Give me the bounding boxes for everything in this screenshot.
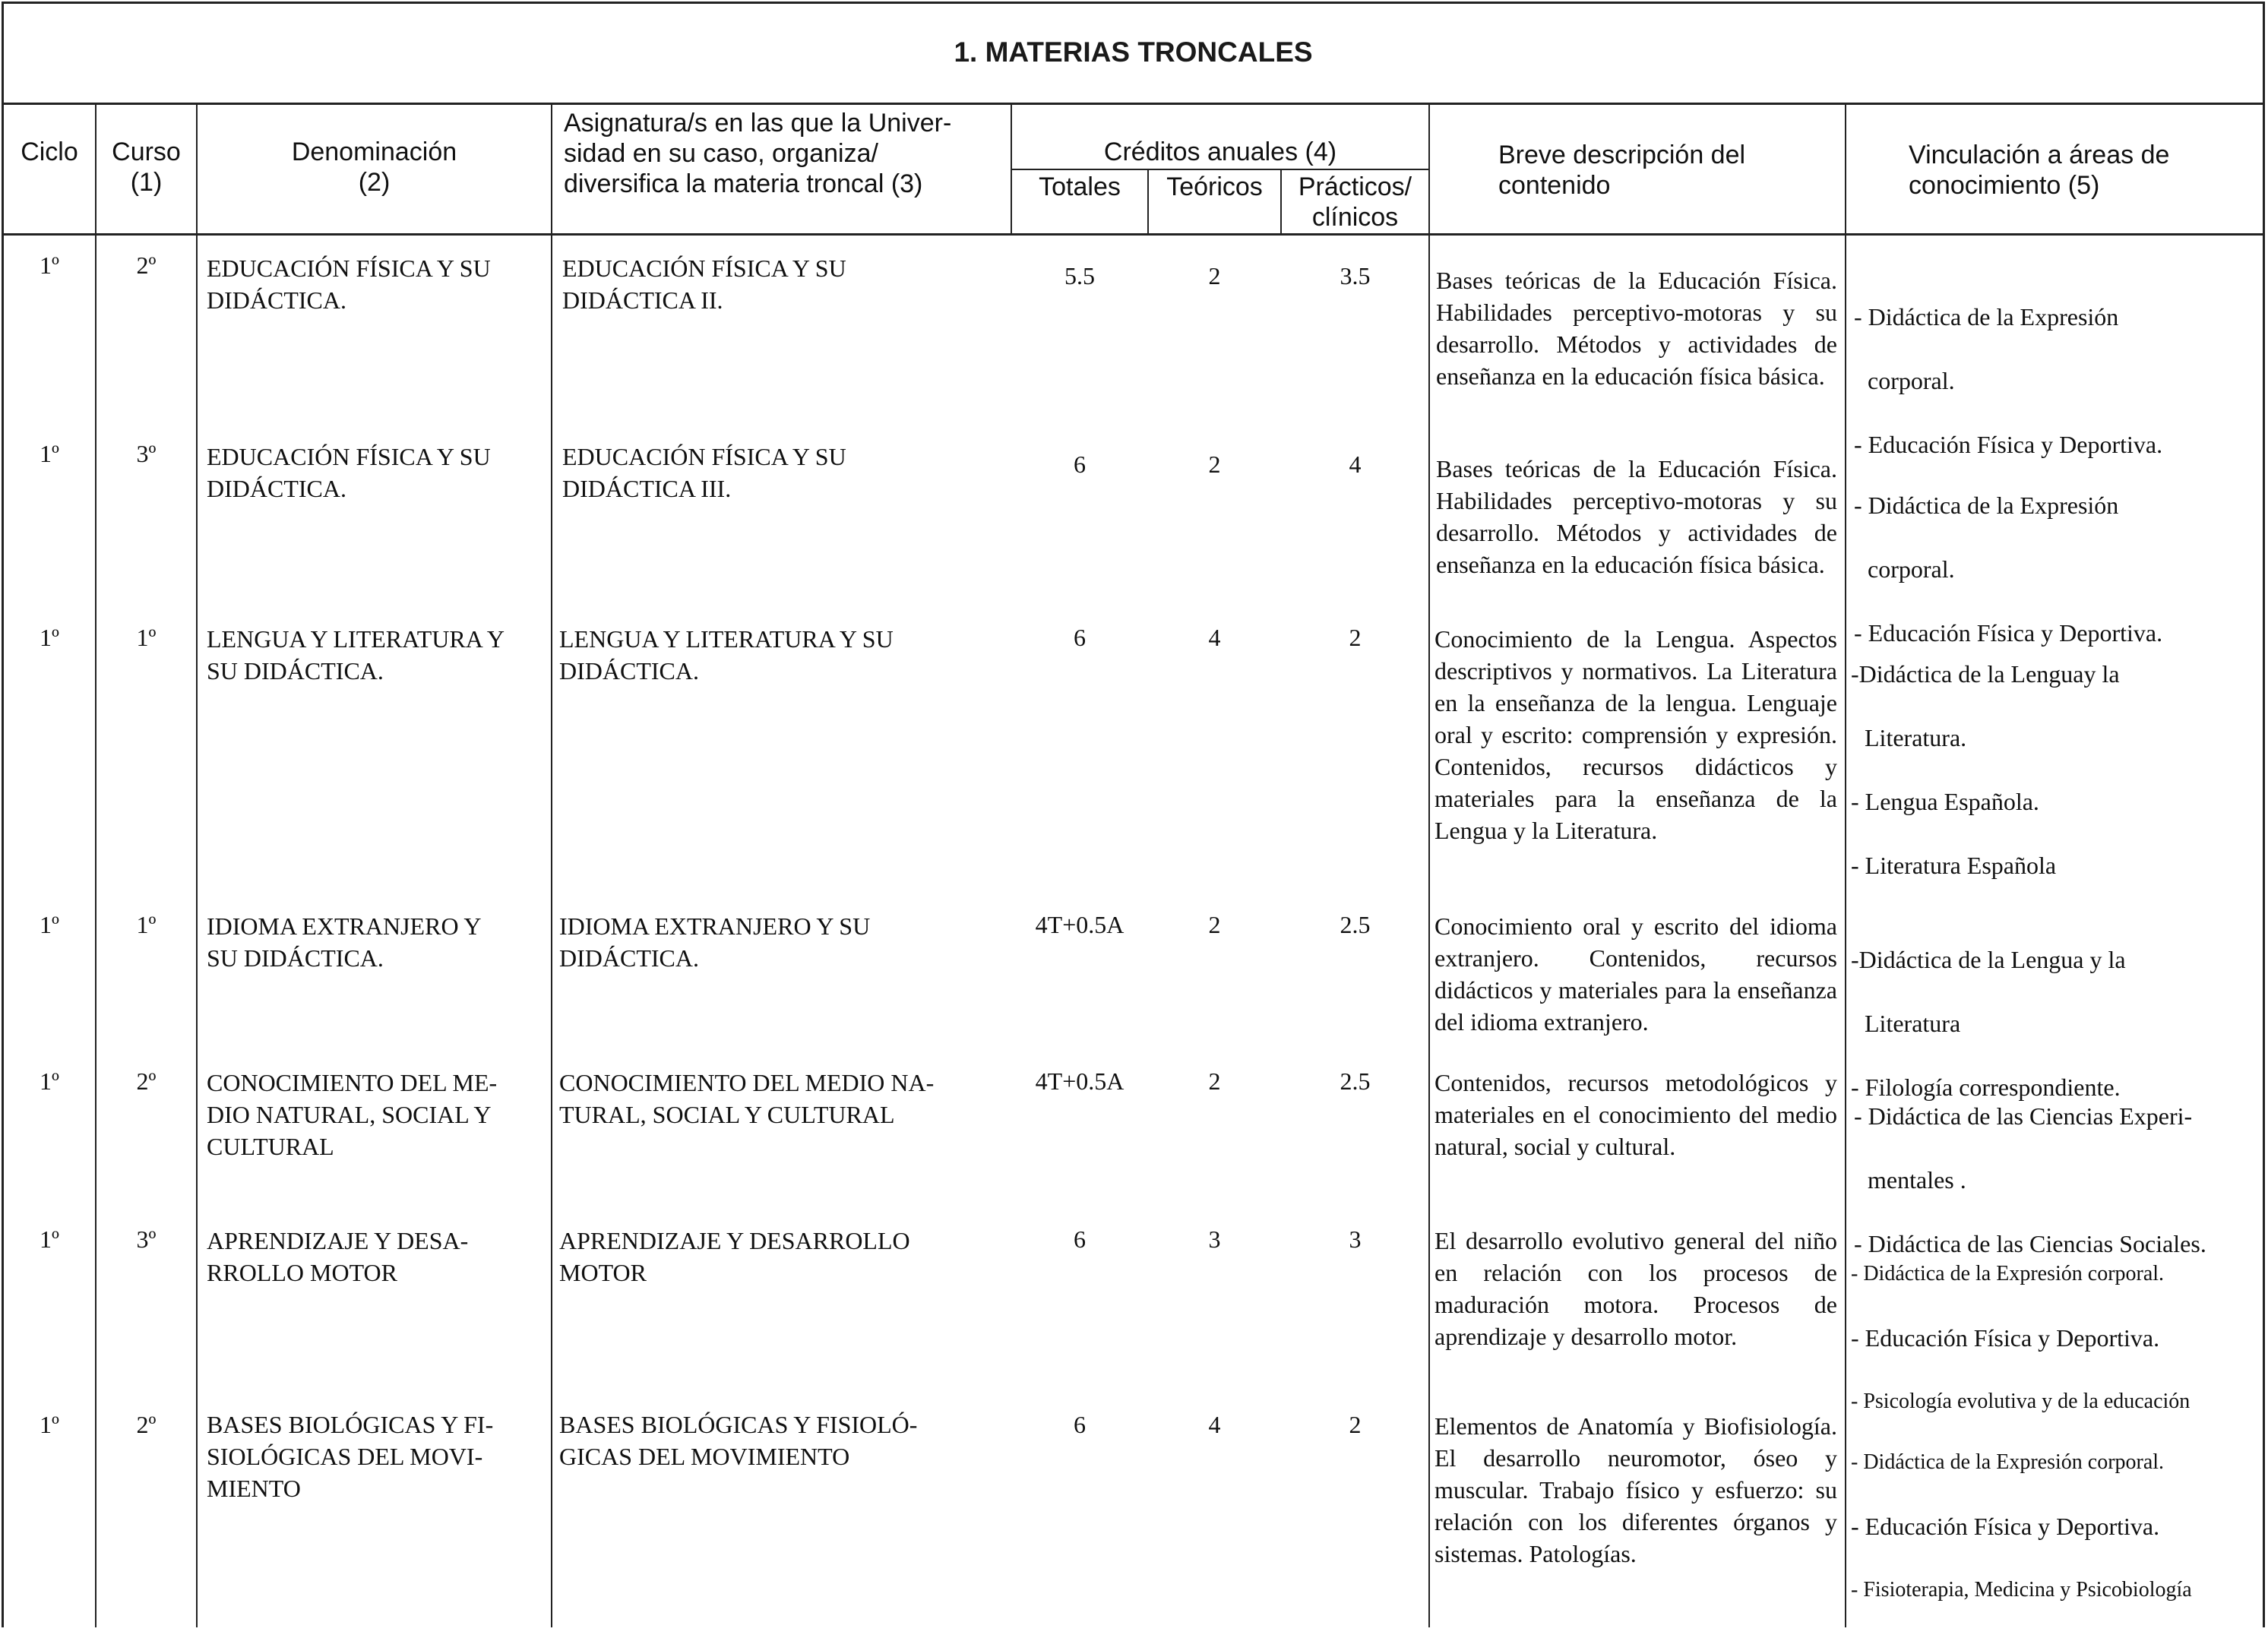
- row1-vinculacion-line: corporal.: [1868, 367, 1955, 394]
- row3-totales: 6: [1074, 624, 1086, 651]
- row4-vinculacion-line: - Filología correspondiente.: [1851, 1074, 2121, 1101]
- row2-vinculacion-line: - Didáctica de la Expresión: [1854, 492, 2119, 519]
- row7-vinculacion-line: - Educación Física y Deportiva.: [1851, 1513, 2160, 1540]
- row4-ciclo: 1º: [40, 911, 59, 938]
- row1-denominacion: EDUCACIÓN FÍSICA Y SU DIDÁCTICA.: [207, 255, 491, 314]
- row3-vinculacion: [1851, 626, 2261, 913]
- row5-vinculacion-line: - Didáctica de las Ciencias Sociales.: [1854, 1230, 2206, 1257]
- header-asignatura: Asignatura/s en las que la Univer- sidad en su caso, organiza/ diversifica la materia troncal (3): [564, 109, 952, 198]
- row2-vinculacion-line: corporal.: [1868, 555, 1955, 583]
- row2-asignatura: EDUCACIÓN FÍSICA Y SU DIDÁCTICA III.: [562, 443, 846, 502]
- row3-practicos: 2: [1349, 624, 1362, 651]
- table-title: 1. MATERIAS TRONCALES: [2, 2, 2265, 105]
- row1-teoricos: 2: [1208, 262, 1221, 289]
- row7-teoricos: 4: [1208, 1411, 1221, 1438]
- creditos-subheader-rule: [1011, 169, 1428, 170]
- col-divider-1: [95, 105, 96, 1627]
- row1-vinculacion-line: - Educación Física y Deportiva.: [1854, 431, 2163, 458]
- row6-descripcion: El desarrollo evolutivo general del niño en relación con los procesos de maduración motora. Procesos de aprendizaje y desarrollo motor.: [1435, 1227, 1837, 1350]
- row6-teoricos: 3: [1208, 1225, 1221, 1253]
- row1-curso: 2º: [136, 251, 157, 279]
- row6-denominacion: APRENDIZAJE Y DESA- RROLLO MOTOR: [207, 1227, 469, 1286]
- row7-denominacion: BASES BIOLÓGICAS Y FI- SIOLÓGICAS DEL MOVI- MIENTO: [207, 1411, 494, 1502]
- row4-vinculacion-line: -Didáctica de la Lengua y la: [1851, 946, 2126, 973]
- col-divider-3: [551, 105, 552, 1627]
- row7-vinculacion-line: - Fisioterapia, Medicina y Psicobiología: [1851, 1578, 2192, 1602]
- row5-vinculacion-line: mentales .: [1868, 1166, 1966, 1194]
- header-practicos: Prácticos/ clínicos: [1298, 172, 1412, 232]
- row3-vinculacion-line: - Literatura Española: [1851, 852, 2057, 879]
- row5-denominacion: CONOCIMIENTO DEL ME- DIO NATURAL, SOCIAL Y CULTURAL: [207, 1069, 498, 1160]
- row1-vinculacion-line: - Didáctica de la Expresión: [1854, 303, 2119, 330]
- col-divider-7: [1428, 105, 1430, 1627]
- header-teoricos: Teóricos: [1166, 172, 1263, 201]
- row5-vinculacion-line: - Didáctica de las Ciencias Experi-: [1854, 1102, 2193, 1130]
- row7-ciclo: 1º: [40, 1411, 59, 1438]
- row4-teoricos: 2: [1208, 911, 1221, 938]
- header-ciclo: Ciclo: [21, 138, 78, 166]
- row6-vinculacion-line: - Psicología evolutiva y de la educación: [1851, 1390, 2191, 1413]
- row7-totales: 6: [1074, 1411, 1086, 1438]
- row5-totales: 4T+0.5A: [1035, 1067, 1125, 1095]
- row5-curso: 2º: [136, 1067, 157, 1095]
- row3-asignatura: LENGUA Y LITERATURA Y SU DIDÁCTICA.: [559, 625, 894, 685]
- row7-vinculacion: [1851, 1415, 2266, 1638]
- row6-asignatura: APRENDIZAJE Y DESARROLLO MOTOR: [559, 1227, 910, 1286]
- row6-vinculacion-line: - Didáctica de la Expresión corporal.: [1851, 1262, 2165, 1285]
- row7-curso: 2º: [136, 1411, 157, 1438]
- row3-vinculacion-line: -Didáctica de la Lenguay la: [1851, 660, 2120, 688]
- row3-descripcion: Conocimiento de la Lengua. Aspectos descriptivos y normativos. La Literatura en la enseñanza de la lengua. Lenguaje oral y escrito: comprensión y expresión. Contenidos, recursos didácticos y materiales para la enseñanza de la Lengua y la Literatura.: [1435, 625, 1837, 844]
- row5-ciclo: 1º: [40, 1067, 59, 1095]
- row5-teoricos: 2: [1208, 1067, 1221, 1095]
- row4-totales: 4T+0.5A: [1035, 911, 1125, 938]
- row2-curso: 3º: [136, 440, 157, 467]
- row2-teoricos: 2: [1208, 451, 1221, 478]
- row6-practicos: 3: [1349, 1225, 1362, 1253]
- header-bottom-rule: [2, 233, 2265, 236]
- row4-practicos: 2.5: [1340, 911, 1371, 938]
- row2-practicos: 4: [1349, 451, 1362, 478]
- col-divider-2: [196, 105, 198, 1627]
- header-denominacion: Denominación (2): [291, 138, 457, 197]
- header-totales: Totales: [1039, 172, 1121, 201]
- row3-ciclo: 1º: [40, 624, 59, 651]
- row5-practicos: 2.5: [1340, 1067, 1371, 1095]
- header-descripcion: Breve descripción del contenido: [1498, 141, 1746, 200]
- row4-descripcion: Conocimiento oral y escrito del idioma extranjero. Contenidos, recursos didácticos y materiales para la enseñanza del idioma extranjero.: [1435, 912, 1837, 1036]
- header-curso: Curso (1): [112, 138, 181, 197]
- row4-vinculacion-line: Literatura: [1865, 1010, 1961, 1037]
- row6-curso: 3º: [136, 1225, 157, 1253]
- row3-denominacion: LENGUA Y LITERATURA Y SU DIDÁCTICA.: [207, 625, 505, 685]
- row6-totales: 6: [1074, 1225, 1086, 1253]
- col-divider-4: [1011, 105, 1012, 234]
- row3-curso: 1º: [136, 624, 157, 651]
- row1-ciclo: 1º: [40, 251, 59, 279]
- row4-asignatura: IDIOMA EXTRANJERO Y SU DIDÁCTICA.: [559, 912, 871, 972]
- row5-asignatura: CONOCIMIENTO DEL MEDIO NA- TURAL, SOCIAL Y CULTURAL: [559, 1069, 935, 1128]
- row2-denominacion: EDUCACIÓN FÍSICA Y SU DIDÁCTICA.: [207, 443, 491, 502]
- col-divider-8: [1845, 105, 1846, 1627]
- row6-ciclo: 1º: [40, 1225, 59, 1253]
- row2-vinculacion-line: - Educación Física y Deportiva.: [1854, 619, 2163, 647]
- row3-teoricos: 4: [1208, 624, 1221, 651]
- row7-descripcion: Elementos de Anatomía y Biofisiología. El desarrollo neuromotor, óseo y muscular. Trabajo físico y esfuerzo: su relación con los diferentes órganos y sistemas. Patologías.: [1435, 1412, 1837, 1567]
- row5-descripcion: Contenidos, recursos metodológicos y materiales en el conocimiento del medio natural, social y cultural.: [1435, 1069, 1837, 1160]
- row2-totales: 6: [1074, 451, 1086, 478]
- row1-asignatura: EDUCACIÓN FÍSICA Y SU DIDÁCTICA II.: [562, 255, 846, 314]
- header-creditos: Créditos anuales (4): [1103, 138, 1337, 166]
- row2-descripcion: Bases teóricas de la Educación Física. Habilidades perceptivo-motoras y su desarrollo. Métodos y actividades de enseñanza en la educación física básica.: [1436, 455, 1837, 578]
- header-vinculacion: Vinculación a áreas de conocimiento (5): [1909, 141, 2170, 200]
- row7-practicos: 2: [1349, 1411, 1362, 1438]
- row1-descripcion: Bases teóricas de la Educación Física. Habilidades perceptivo-motoras y su desarrollo. Métodos y actividades de enseñanza en la educación física básica.: [1436, 267, 1837, 390]
- row4-curso: 1º: [136, 911, 157, 938]
- row1-totales: 5.5: [1064, 262, 1095, 289]
- row7-asignatura: BASES BIOLÓGICAS Y FISIOLÓ- GICAS DEL MOVIMIENTO: [559, 1411, 918, 1470]
- row4-denominacion: IDIOMA EXTRANJERO Y SU DIDÁCTICA.: [207, 912, 482, 972]
- row1-practicos: 3.5: [1340, 262, 1371, 289]
- row6-vinculacion-line: - Educación Física y Deportiva.: [1851, 1324, 2160, 1352]
- row3-vinculacion-line: - Lengua Española.: [1851, 788, 2039, 815]
- row2-ciclo: 1º: [40, 440, 59, 467]
- row3-vinculacion-line: Literatura.: [1865, 724, 1967, 751]
- row7-vinculacion-line: - Didáctica de la Expresión corporal.: [1851, 1450, 2165, 1474]
